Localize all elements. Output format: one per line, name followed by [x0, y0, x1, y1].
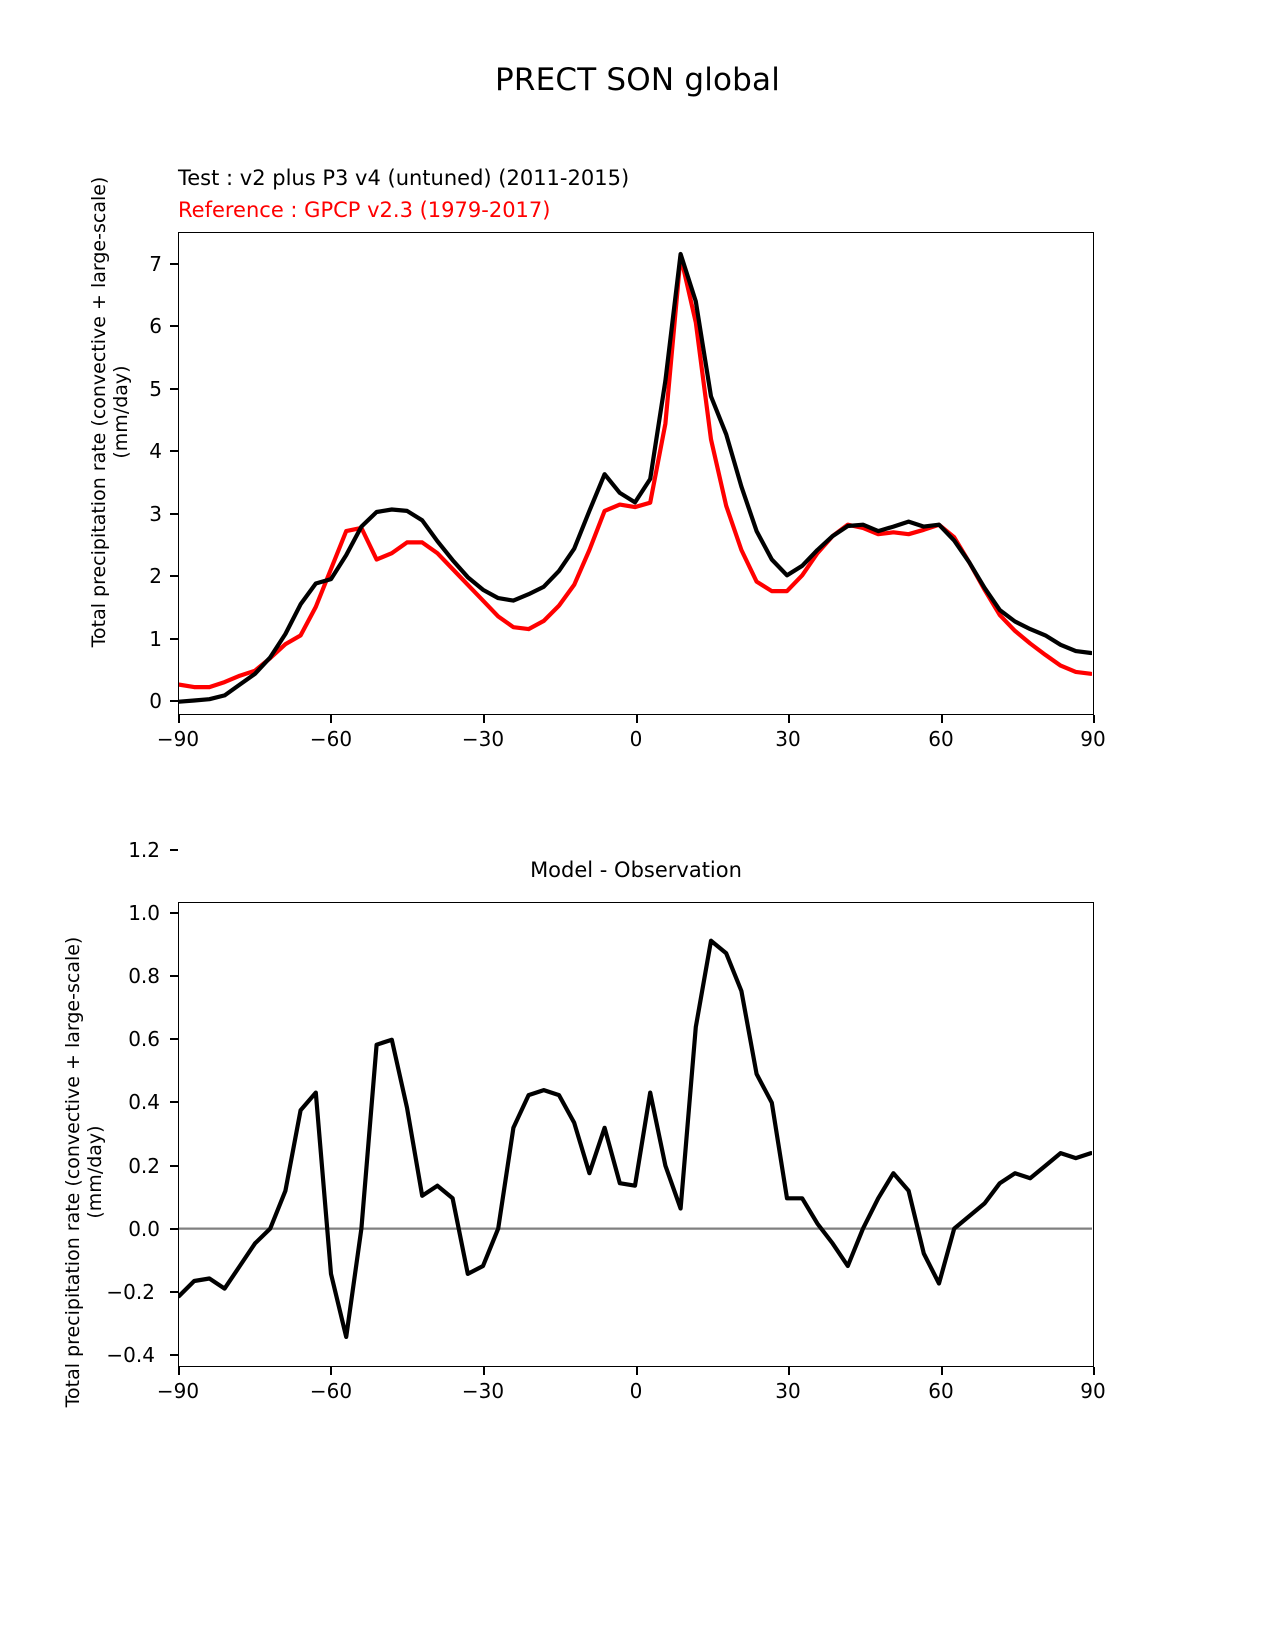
panel1-series-svg: [179, 233, 1092, 713]
panel1-ytick-label: 6: [149, 314, 162, 338]
panel2-ytick-label: 1.0: [128, 901, 160, 925]
panel1-ytick-mark: [170, 450, 178, 452]
panel2-ytick-mark: [170, 912, 178, 914]
panel1-xtick-mark: [178, 715, 180, 723]
panel2-ytick-label: 0.8: [128, 964, 160, 988]
panel1-ytick-label: 4: [149, 439, 162, 463]
panel2-xtick-label: 30: [775, 1379, 801, 1403]
panel1-xtick-label: 0: [629, 727, 643, 751]
panel2-xtick-mark: [483, 1367, 485, 1375]
panel1-ytick-label: 2: [149, 564, 162, 588]
panel1-xtick-mark: [636, 715, 638, 723]
panel2-xtick-mark: [330, 1367, 332, 1375]
panel2-xtick-mark: [1093, 1367, 1095, 1375]
series-reference-line: [179, 256, 1091, 687]
panel2-xtick-label: 90: [1080, 1379, 1106, 1403]
panel1-xtick-label: −90: [156, 727, 200, 751]
panel2-xtick-label: −60: [309, 1379, 353, 1403]
panel2-ytick-label: 0.6: [128, 1027, 160, 1051]
panel1-xtick-label: 30: [775, 727, 801, 751]
panel1-xtick-mark: [330, 715, 332, 723]
panel1-ytick-label: 0: [149, 689, 162, 713]
series-test-line: [179, 254, 1091, 702]
panel1-xtick-label: −60: [309, 727, 353, 751]
panel2-ytick-mark: [170, 1101, 178, 1103]
panel1-xtick-mark: [788, 715, 790, 723]
panel2-ytick-mark: [170, 1228, 178, 1230]
panel1-ytick-mark: [170, 513, 178, 515]
panel2-ytick-label: −0.2: [106, 1280, 155, 1304]
panel2-y-axis-label: Total precipitation rate (convective + large-scale) (mm/day): [62, 936, 106, 1408]
panel1-ytick-label: 5: [149, 377, 162, 401]
panel2-ytick-label: −0.4: [106, 1343, 155, 1367]
panel1-ytick-mark: [170, 700, 178, 702]
panel2-ytick-mark: [170, 1354, 178, 1356]
panel2-plot-area: [178, 902, 1094, 1367]
panel1-xtick-label: −30: [461, 727, 505, 751]
panel1-ytick-mark: [170, 575, 178, 577]
panel2-ytick-mark: [170, 849, 178, 851]
panel2-ytick-mark: [170, 1165, 178, 1167]
panel1-ytick-label: 3: [149, 502, 162, 526]
panel1-xtick-mark: [483, 715, 485, 723]
legend-reference-label: Reference : GPCP v2.3 (1979-2017): [178, 198, 551, 222]
panel2-ytick-label: 0.2: [128, 1154, 160, 1178]
panel1-plot-area: [178, 232, 1094, 715]
panel2-xtick-label: 0: [629, 1379, 643, 1403]
panel1-ytick-mark: [170, 388, 178, 390]
panel2-title: Model - Observation: [530, 858, 742, 882]
panel2-xtick-mark: [636, 1367, 638, 1375]
panel1-xtick-mark: [941, 715, 943, 723]
panel2-ytick-mark: [170, 975, 178, 977]
panel1-ytick-label: 1: [149, 627, 162, 651]
panel2-xtick-mark: [178, 1367, 180, 1375]
series-difference-line: [179, 941, 1091, 1337]
panel2-ytick-label: 0.0: [128, 1217, 160, 1241]
panel1-ytick-mark: [170, 263, 178, 265]
panel2-ytick-label: 1.2: [128, 838, 160, 862]
panel1-xtick-mark: [1093, 715, 1095, 723]
panel1-ytick-label: 7: [149, 252, 162, 276]
panel2-xtick-mark: [788, 1367, 790, 1375]
panel2-xtick-label: −30: [461, 1379, 505, 1403]
panel2-xtick-label: −90: [156, 1379, 200, 1403]
panel2-xtick-label: 60: [928, 1379, 954, 1403]
panel1-xtick-label: 90: [1080, 727, 1106, 751]
panel1-ytick-mark: [170, 638, 178, 640]
panel2-ytick-label: 0.4: [128, 1090, 160, 1114]
panel1-ytick-mark: [170, 325, 178, 327]
page-title: PRECT SON global: [494, 62, 781, 98]
panel2-ytick-mark: [170, 1291, 178, 1293]
legend-test-label: Test : v2 plus P3 v4 (untuned) (2011-2015): [178, 166, 630, 190]
panel1-xtick-label: 60: [928, 727, 954, 751]
panel1-y-axis-label: Total precipitation rate (convective + large-scale) (mm/day): [88, 176, 132, 648]
panel2-series-svg: [179, 903, 1092, 1365]
panel2-ytick-mark: [170, 1038, 178, 1040]
panel2-xtick-mark: [941, 1367, 943, 1375]
